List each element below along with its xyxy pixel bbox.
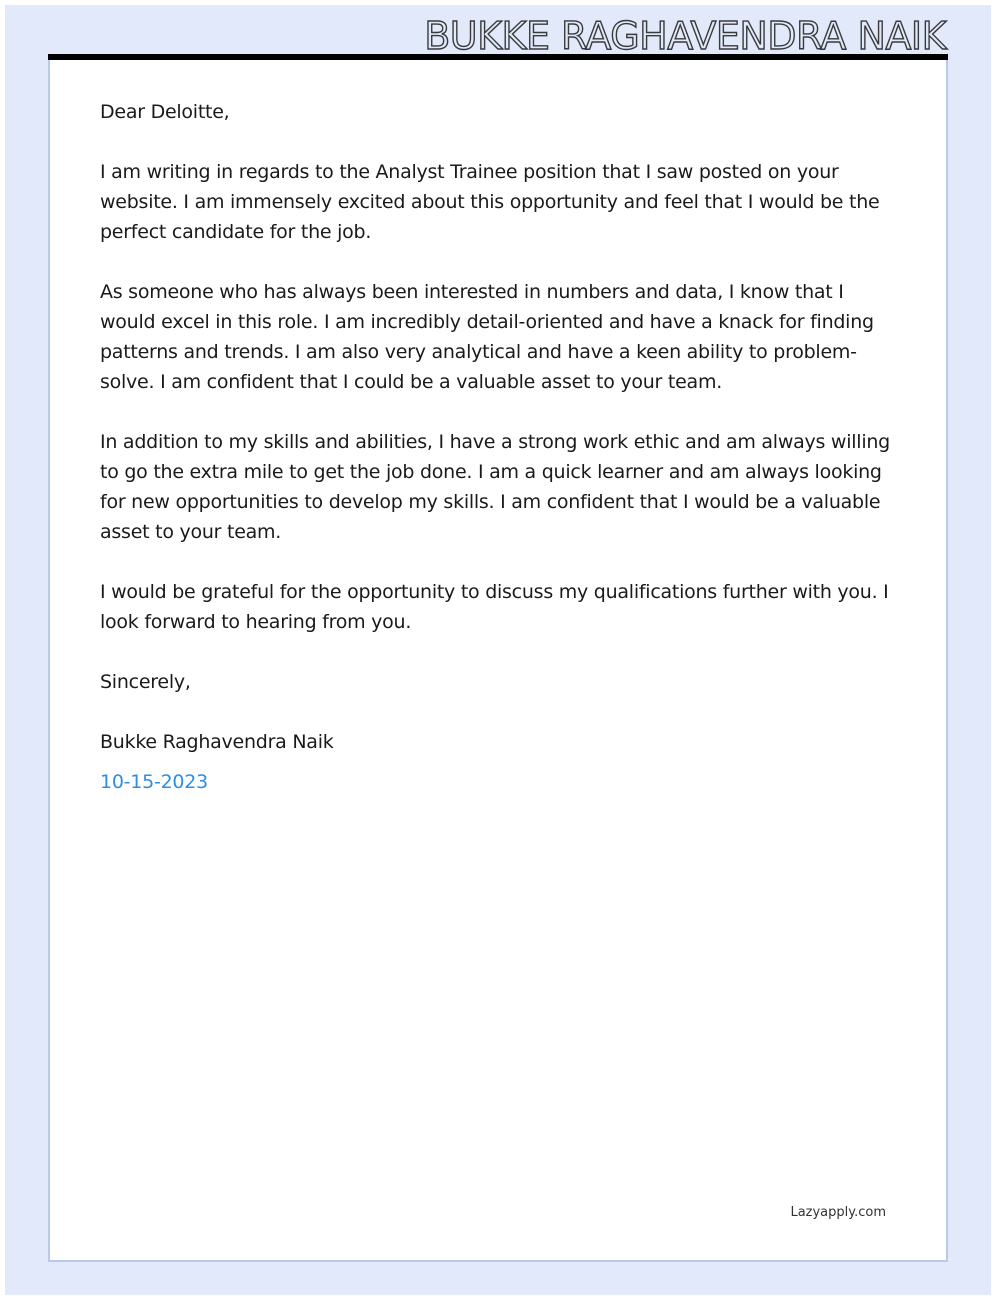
paragraph-2: As someone who has always been interested in numbers and data, I know that I would excel in this role. I am incredibly detail-oriented and have a knack for finding patterns and trends. I am also very analytical and have a keen ability to problem-solve. I am confident that I could be a valuable asset to your team.: [100, 281, 874, 393]
closing: Sincerely,: [100, 671, 191, 693]
letter-date: 10-15-2023: [100, 771, 208, 793]
letter-body: [100, 97, 900, 797]
header-name: BUKKE RAGHAVENDRA NAIK: [424, 14, 946, 58]
paragraph-3: In addition to my skills and abilities, I have a strong work ethic and am always willing to go the extra mile to get the job done. I am a quick learner and am always looking for new opportunities to develop my skills. I am confident that I would be a valuable asset to your team.: [100, 431, 890, 543]
watermark: Lazyapply.com: [790, 1205, 886, 1220]
signature-name: Bukke Raghavendra Naik: [100, 731, 334, 753]
paragraph-1: I am writing in regards to the Analyst Trainee position that I saw posted on your website. I am immensely excited about this opportunity and feel that I would be the perfect candidate for the job.: [100, 161, 880, 243]
salutation: Dear Deloitte,: [100, 101, 230, 123]
paragraph-4: I would be grateful for the opportunity to discuss my qualifications further with you. I look forward to hearing from you.: [100, 581, 889, 633]
